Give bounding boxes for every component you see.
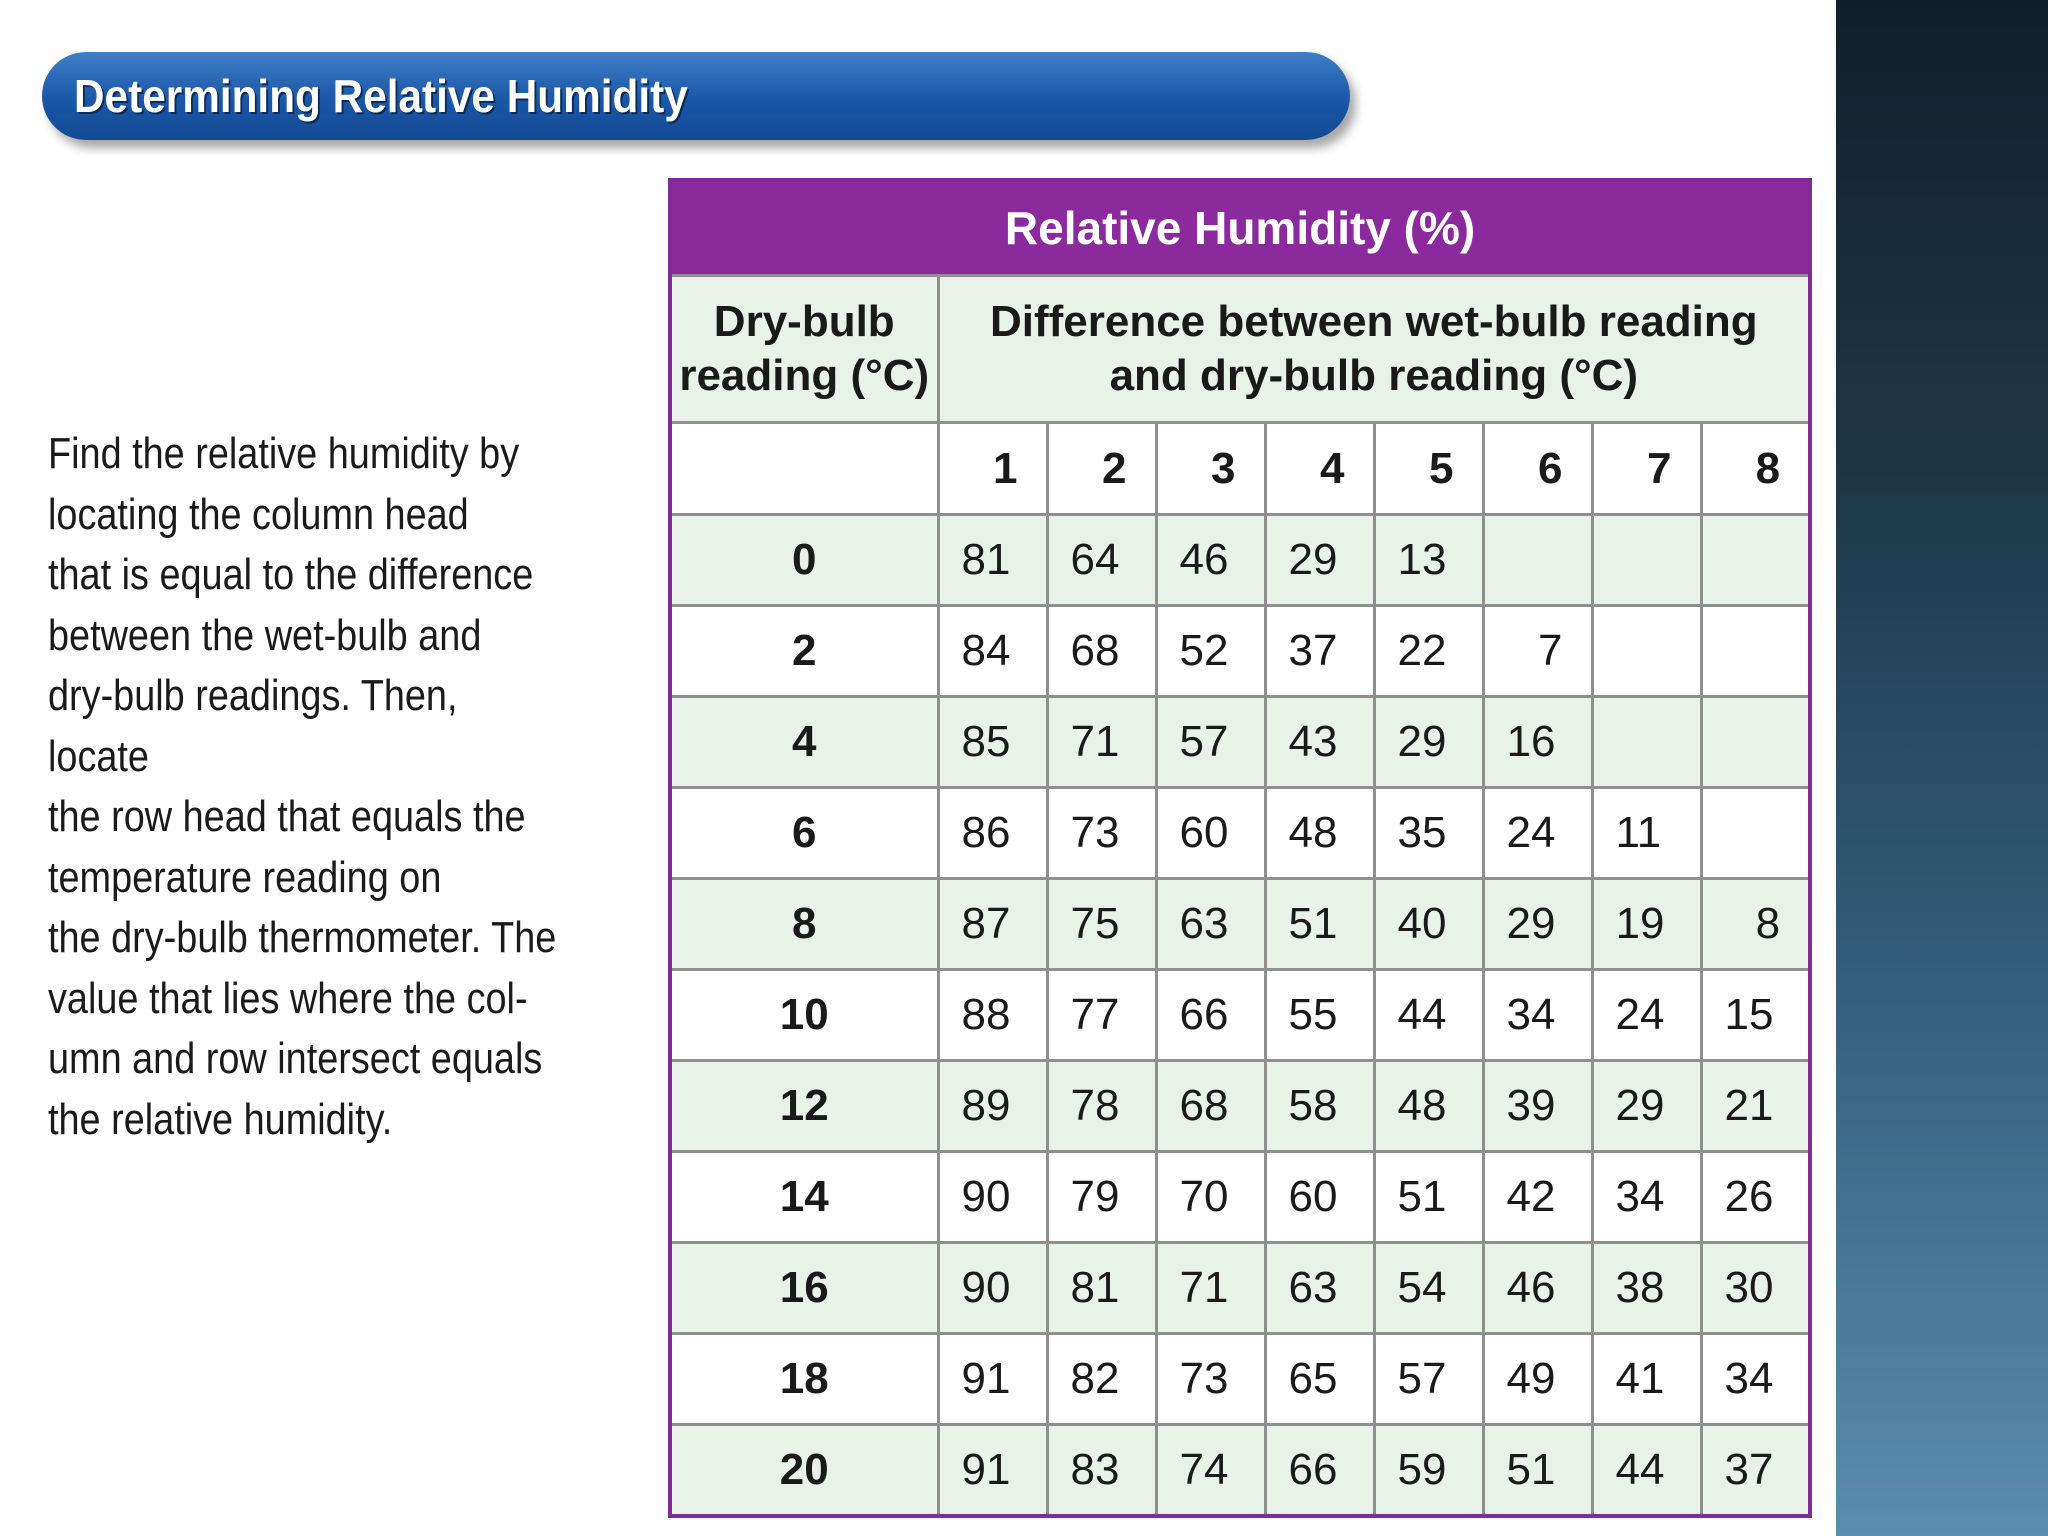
- table-row: [670, 788, 1810, 879]
- dry-bulb-cell: 0: [670, 515, 938, 606]
- humidity-value-cell: 29: [1265, 515, 1374, 606]
- blank-corner-cell: [670, 423, 938, 515]
- humidity-value-cell: 79: [1047, 1152, 1156, 1243]
- humidity-value-cell: 41: [1592, 1334, 1701, 1425]
- humidity-value-cell: 81: [1047, 1243, 1156, 1334]
- humidity-value-cell: 84: [938, 606, 1047, 697]
- humidity-value-cell: 35: [1374, 788, 1483, 879]
- humidity-value-cell: [1483, 515, 1592, 606]
- table-row: [670, 1152, 1810, 1243]
- humidity-value-cell: 48: [1374, 1061, 1483, 1152]
- difference-header-cell: 4: [1265, 423, 1374, 515]
- humidity-value-cell: 16: [1483, 697, 1592, 788]
- table-title: Relative Humidity (%): [670, 180, 1810, 276]
- humidity-value-cell: 88: [938, 970, 1047, 1061]
- humidity-value-cell: 55: [1265, 970, 1374, 1061]
- humidity-value-cell: 21: [1701, 1061, 1810, 1152]
- humidity-value-cell: 51: [1483, 1425, 1592, 1517]
- humidity-value-cell: 49: [1483, 1334, 1592, 1425]
- humidity-value-cell: 34: [1483, 970, 1592, 1061]
- humidity-value-cell: 71: [1047, 697, 1156, 788]
- humidity-value-cell: 63: [1265, 1243, 1374, 1334]
- humidity-value-cell: 40: [1374, 879, 1483, 970]
- humidity-value-cell: 46: [1483, 1243, 1592, 1334]
- humidity-value-cell: 74: [1156, 1425, 1265, 1517]
- humidity-value-cell: [1701, 606, 1810, 697]
- humidity-value-cell: 90: [938, 1243, 1047, 1334]
- humidity-value-cell: [1592, 697, 1701, 788]
- dry-bulb-cell: 12: [670, 1061, 938, 1152]
- humidity-value-cell: 78: [1047, 1061, 1156, 1152]
- humidity-value-cell: [1701, 697, 1810, 788]
- humidity-value-cell: 91: [938, 1334, 1047, 1425]
- page-title: Determining Relative Humidity: [74, 70, 688, 122]
- humidity-value-cell: 87: [938, 879, 1047, 970]
- column-header: Difference between wet-bulb reading and dry-bulb reading (°C): [938, 276, 1810, 423]
- humidity-value-cell: 52: [1156, 606, 1265, 697]
- humidity-value-cell: 81: [938, 515, 1047, 606]
- humidity-value-cell: 63: [1156, 879, 1265, 970]
- humidity-value-cell: 37: [1265, 606, 1374, 697]
- humidity-value-cell: 54: [1374, 1243, 1483, 1334]
- humidity-value-cell: 29: [1374, 697, 1483, 788]
- table-row: [670, 879, 1810, 970]
- table-row: [670, 515, 1810, 606]
- table-row: [670, 697, 1810, 788]
- humidity-value-cell: 66: [1265, 1425, 1374, 1517]
- humidity-value-cell: 39: [1483, 1061, 1592, 1152]
- humidity-value-cell: 60: [1265, 1152, 1374, 1243]
- humidity-value-cell: 83: [1047, 1425, 1156, 1517]
- difference-header-cell: 1: [938, 423, 1047, 515]
- humidity-value-cell: 29: [1592, 1061, 1701, 1152]
- difference-header-cell: 5: [1374, 423, 1483, 515]
- humidity-value-cell: 65: [1265, 1334, 1374, 1425]
- humidity-value-cell: 24: [1483, 788, 1592, 879]
- humidity-value-cell: 51: [1265, 879, 1374, 970]
- humidity-value-cell: 38: [1592, 1243, 1701, 1334]
- humidity-value-cell: 59: [1374, 1425, 1483, 1517]
- difference-header-row: [670, 423, 1810, 515]
- dry-bulb-cell: 8: [670, 879, 938, 970]
- humidity-value-cell: 82: [1047, 1334, 1156, 1425]
- row-header: Dry-bulb reading (°C): [670, 276, 938, 423]
- difference-header-cell: 3: [1156, 423, 1265, 515]
- humidity-value-cell: 57: [1374, 1334, 1483, 1425]
- dry-bulb-cell: 4: [670, 697, 938, 788]
- humidity-value-cell: 34: [1701, 1334, 1810, 1425]
- humidity-value-cell: 22: [1374, 606, 1483, 697]
- humidity-value-cell: 85: [938, 697, 1047, 788]
- humidity-value-cell: 64: [1047, 515, 1156, 606]
- humidity-value-cell: 68: [1156, 1061, 1265, 1152]
- humidity-value-cell: 66: [1156, 970, 1265, 1061]
- humidity-value-cell: 15: [1701, 970, 1810, 1061]
- humidity-value-cell: 48: [1265, 788, 1374, 879]
- dry-bulb-cell: 16: [670, 1243, 938, 1334]
- humidity-value-cell: 73: [1047, 788, 1156, 879]
- humidity-value-cell: 91: [938, 1425, 1047, 1517]
- humidity-value-cell: 43: [1265, 697, 1374, 788]
- difference-header-cell: 6: [1483, 423, 1592, 515]
- humidity-value-cell: 86: [938, 788, 1047, 879]
- humidity-value-cell: 89: [938, 1061, 1047, 1152]
- humidity-value-cell: 44: [1592, 1425, 1701, 1517]
- instructions-text: Find the relative humidity by locating the column head that is equal to the difference between the wet-bulb and dry-bulb readings. Then, locate the row head that equals the temperature reading on the dry-bulb thermometer. The value that lies where the col- umn and row intersect equals the relative humidity.: [48, 429, 557, 1144]
- humidity-value-cell: [1701, 515, 1810, 606]
- difference-header-cell: 8: [1701, 423, 1810, 515]
- humidity-value-cell: [1592, 515, 1701, 606]
- dry-bulb-cell: 2: [670, 606, 938, 697]
- humidity-value-cell: 68: [1047, 606, 1156, 697]
- humidity-value-cell: 75: [1047, 879, 1156, 970]
- humidity-value-cell: 7: [1483, 606, 1592, 697]
- table-body: [670, 423, 1810, 1517]
- humidity-value-cell: 57: [1156, 697, 1265, 788]
- humidity-value-cell: 44: [1374, 970, 1483, 1061]
- table-row: [670, 1334, 1810, 1425]
- humidity-value-cell: [1701, 788, 1810, 879]
- side-gradient-panel: [1836, 0, 2048, 1536]
- relative-humidity-table: [668, 178, 1812, 1518]
- humidity-value-cell: 73: [1156, 1334, 1265, 1425]
- humidity-value-cell: 8: [1701, 879, 1810, 970]
- table-row: [670, 1061, 1810, 1152]
- dry-bulb-cell: 20: [670, 1425, 938, 1517]
- humidity-value-cell: 60: [1156, 788, 1265, 879]
- humidity-value-cell: [1592, 606, 1701, 697]
- difference-header-cell: 2: [1047, 423, 1156, 515]
- humidity-value-cell: 46: [1156, 515, 1265, 606]
- humidity-value-cell: 29: [1483, 879, 1592, 970]
- difference-header-cell: 7: [1592, 423, 1701, 515]
- dry-bulb-cell: 14: [670, 1152, 938, 1243]
- dry-bulb-cell: 18: [670, 1334, 938, 1425]
- humidity-value-cell: 34: [1592, 1152, 1701, 1243]
- humidity-value-cell: 51: [1374, 1152, 1483, 1243]
- table-row: [670, 606, 1810, 697]
- table-row: [670, 1425, 1810, 1517]
- humidity-value-cell: 24: [1592, 970, 1701, 1061]
- humidity-value-cell: 71: [1156, 1243, 1265, 1334]
- table-row: [670, 970, 1810, 1061]
- humidity-value-cell: 77: [1047, 970, 1156, 1061]
- dry-bulb-cell: 6: [670, 788, 938, 879]
- humidity-value-cell: 42: [1483, 1152, 1592, 1243]
- humidity-value-cell: 11: [1592, 788, 1701, 879]
- dry-bulb-cell: 10: [670, 970, 938, 1061]
- table-row: [670, 1243, 1810, 1334]
- humidity-value-cell: 26: [1701, 1152, 1810, 1243]
- humidity-value-cell: 90: [938, 1152, 1047, 1243]
- humidity-value-cell: 58: [1265, 1061, 1374, 1152]
- humidity-value-cell: 13: [1374, 515, 1483, 606]
- humidity-value-cell: 37: [1701, 1425, 1810, 1517]
- humidity-value-cell: 70: [1156, 1152, 1265, 1243]
- humidity-value-cell: 19: [1592, 879, 1701, 970]
- humidity-value-cell: 30: [1701, 1243, 1810, 1334]
